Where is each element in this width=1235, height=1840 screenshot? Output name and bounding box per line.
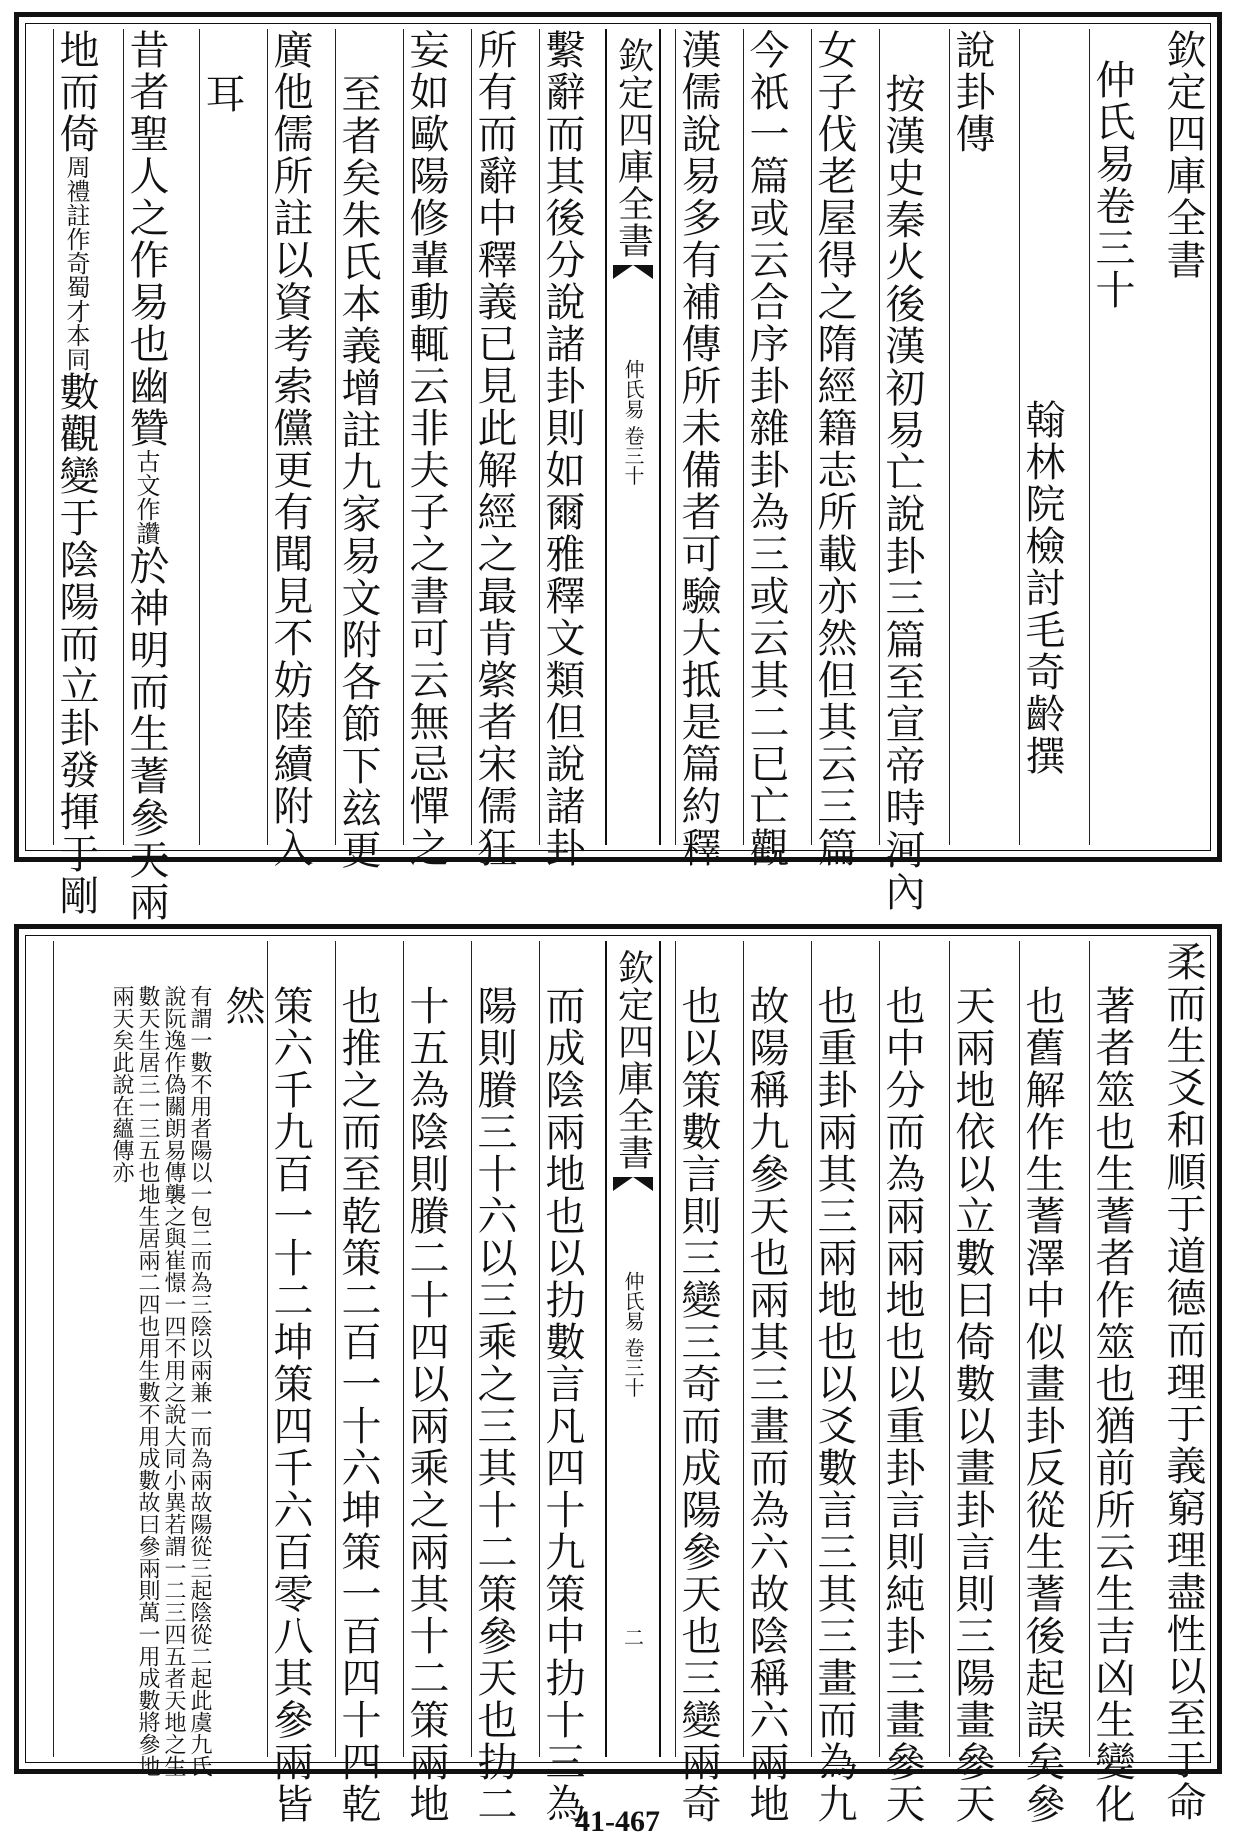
column-p1-11: [403, 29, 449, 869]
column-p1-10: [471, 29, 517, 869]
body-text: 故陽稱九參天也兩其三畫而為六故陰稱六兩地: [743, 985, 789, 1825]
column-p1-15: [123, 29, 169, 923]
fold-center-p2: [605, 941, 661, 1757]
column-p1-14: [199, 29, 244, 845]
page-upper: [14, 12, 1222, 923]
column-p2-14: [53, 941, 265, 1777]
body-text: 昔者聖人之作易也幽贊: [123, 29, 169, 449]
heading-text: 欽定四庫全書: [1160, 29, 1206, 281]
body-text: 廣他儒所註以資考索儻更有聞見不妨陸續附入: [267, 29, 313, 869]
column-p2-7: [743, 941, 789, 1825]
body-text: 繫辭而其後分說諸卦則如爾雅釋文類但說諸卦: [539, 29, 585, 869]
body-text: 漢儒說易多有補傳所未備者可驗大抵是篇約釋: [675, 29, 721, 869]
body-text: 至者矣朱氏本義增註九家易文附各節下玆更: [335, 73, 381, 871]
body-text: 柔而生爻和順于道德而理于義窮理盡性以至于命: [1160, 941, 1206, 1823]
body-text: 陽則賸三十六以三乘之三其十二策參天也扐二: [471, 985, 517, 1825]
body-text: 今祇一篇或云合序卦雜卦為三或云其二已亡觀: [743, 29, 789, 869]
annotation-note: 周禮註作奇蜀才本同: [62, 155, 90, 371]
fishtail-mark-icon: [613, 1177, 653, 1191]
body-text: 著者筮也生蓍者作筮也猶前所云生吉凶生變化: [1089, 985, 1135, 1825]
column-p2-1: [1160, 941, 1206, 1823]
fold-title: 欽定四庫全書: [612, 37, 654, 259]
column-p2-5: [879, 941, 925, 1825]
body-text: 也舊解作生蓍澤中似畫卦反從生蓍後起誤矣參: [1019, 985, 1065, 1825]
fishtail-mark-icon: [613, 265, 653, 279]
body-text: 妄如歐陽修輩動輒云非夫子之書可云無忌憚之: [403, 29, 449, 869]
column-p1-3: [1019, 29, 1064, 845]
column-p2-3: [1019, 941, 1065, 1825]
body-text: 十五為陰則賸二十四以兩乘之兩其十二策兩地: [403, 985, 449, 1825]
annotation-note: 古文作讚: [132, 449, 160, 545]
column-p2-12: [335, 941, 381, 1825]
column-p2-2: [1089, 941, 1135, 1825]
column-p1-8: [675, 29, 721, 869]
body-text: 所有而辭中釋義已見此解經之最肯綮者宋儒狂: [471, 29, 517, 869]
column-p1-6: [811, 29, 857, 869]
column-p2-9: [539, 941, 585, 1825]
fold-volume: 仲氏易 卷三十: [621, 1271, 645, 1398]
fold-center-p1: [605, 29, 661, 845]
column-p1-2: [1089, 29, 1134, 845]
annotation-note: 有謂一數不用者陽以一包二而為三陰以兩兼一而為兩故陽從三起陰從二起此虞九氏說阮逸作偽關朗易傳襲之與崔憬一四不用之說大同小異若謂一二三四五者天地之生數天生居三一三五也地生居兩二四也用生數不用成數故曰參兩則萬一用成數將參地兩天矣此說在蘊傳亦: [109, 985, 212, 1777]
column-p2-4: [949, 941, 995, 1825]
column-p2-6: [811, 941, 857, 1825]
column-p2-10: [471, 941, 517, 1825]
body-text: 策六千九百一十二坤策四千六百零八其參兩皆: [267, 985, 313, 1825]
body-text: 耳: [199, 73, 245, 115]
column-p2-8: [675, 941, 721, 1825]
chapter-title: 說卦傳: [949, 29, 995, 155]
column-p1-5: [879, 29, 925, 913]
fold-volume: 仲氏易 卷三十: [621, 359, 645, 486]
body-text: 也推之而至乾策二百一十六坤策一百四十四乾: [335, 985, 381, 1825]
body-text: 也中分而為兩兩地也以重卦言則純卦三畫參天: [879, 985, 925, 1825]
author-line: 翰林院檢討毛奇齡撰: [1019, 399, 1065, 777]
column-p1-1: [1161, 29, 1205, 845]
column-p2-13: [267, 941, 313, 1825]
body-text: 然: [219, 985, 265, 1027]
page-number: 41-467: [575, 1805, 660, 1838]
body-text: 數觀變于陰陽而立卦發揮于剛: [53, 371, 99, 917]
body-text: 也以策數言則三變三奇而成陽參天也三變兩奇: [675, 985, 721, 1825]
column-p1-7: [743, 29, 789, 869]
body-text: 女子伐老屋得之隋經籍志所載亦然但其云三篇: [811, 29, 857, 869]
volume-title: 仲氏易卷三十: [1089, 59, 1135, 311]
column-p2-11: [403, 941, 449, 1825]
body-text: 按漢史秦火後漢初易亡說卦三篇至宣帝時河內: [879, 73, 925, 913]
column-p1-12: [335, 29, 381, 871]
column-p1-16: [53, 29, 99, 917]
column-p1-9: [539, 29, 585, 869]
column-p1-4: [949, 29, 994, 845]
column-p1-13: [267, 29, 313, 869]
body-text: 而成陰兩地也以扐數言凡四十九策中扐十三為: [539, 985, 585, 1825]
fold-title: 欽定四庫全書: [612, 949, 654, 1171]
body-text: 也重卦兩其三兩地也以爻數言三其三畫而為九: [811, 985, 857, 1825]
body-text: 於神明而生蓍參天兩: [123, 545, 169, 923]
fold-page-number: 二: [620, 1627, 645, 1648]
body-text: 地而倚: [53, 29, 99, 155]
body-text: 天兩地依以立數曰倚數以畫卦言則三陽畫參天: [949, 985, 995, 1825]
